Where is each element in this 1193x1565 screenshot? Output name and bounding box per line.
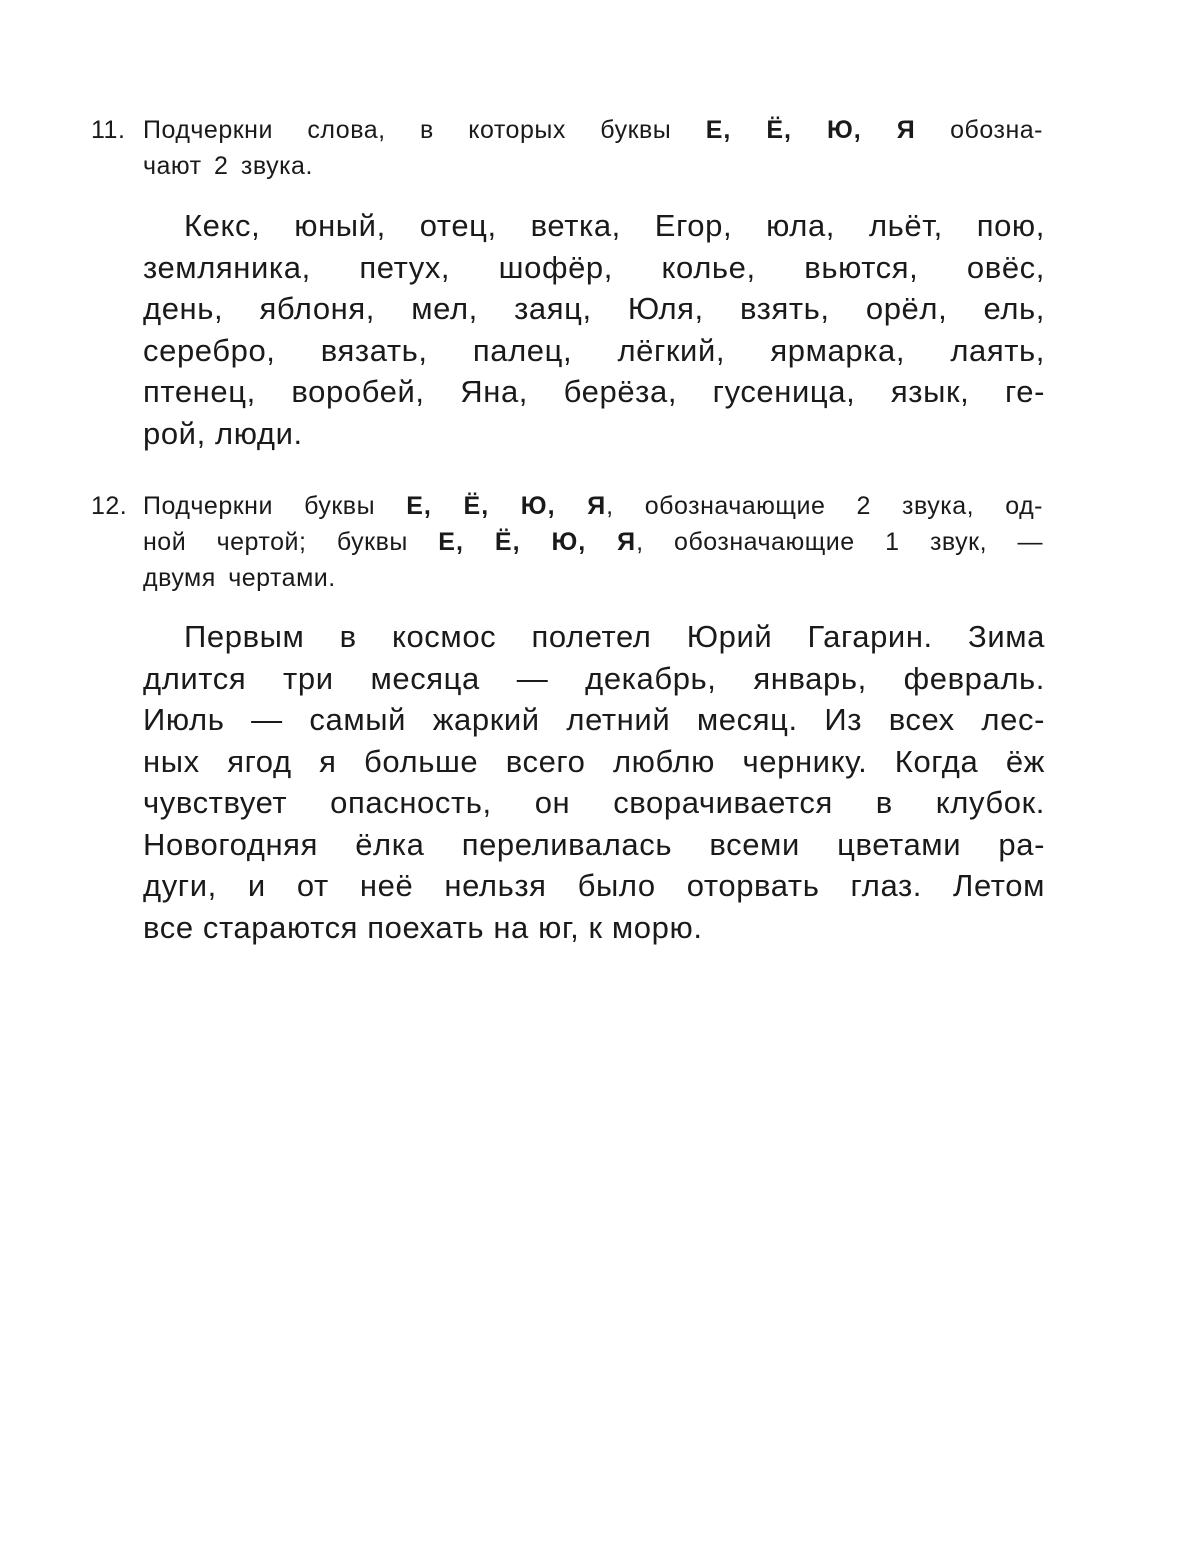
text-line: Кекс, юный, отец, ветка, Егор, юла, льёт, пою, [184,208,1045,243]
instruction-line [143,560,1043,596]
text-line: дуги, и от неё нельзя было оторвать глаз. Летом [143,868,1045,903]
text-line: длится три месяца — декабрь, январь, февраль. [143,660,1045,696]
instruction-letters: Е, Ё, Ю, Я [406,492,607,520]
text-line: Новогодняя ёлка переливалась всеми цветами ра- [143,826,1045,862]
exercise-instruction [143,488,1043,596]
instruction-letters: Е, Ё, Ю, Я [705,116,916,144]
text-line: Июль — самый жаркий летний месяц. Из всех лес- [143,702,1045,737]
instruction-text: Подчеркни буквы [143,492,407,520]
instruction-letters: Е, Ё, Ю, Я [438,528,637,556]
exercise-number: 11. [91,116,126,144]
exercise-passage [143,616,1045,948]
text-line: чувствует опасность, он сворачивается в клубок. [143,785,1045,820]
instruction-text: двумя чертами. [143,564,336,592]
text-line: птенец, воробей, Яна, берёза, гусеница, язык, ге- [143,374,1045,409]
text-line: земляника, петух, шофёр, колье, вьются, овёс, [143,249,1045,285]
text-line: день, яблоня, мел, заяц, Юля, взять, орёл, ель, [143,291,1045,326]
text-line: Первым в космос полетел Юрий Гагарин. Зима [184,619,1045,654]
instruction-text: чают 2 звука. [143,152,313,180]
text-line: ных ягод я больше всего люблю чернику. Когда ёж [143,743,1045,779]
instruction-line [143,148,1043,184]
text-line: все стараются поехать на юг, к морю. [143,909,703,945]
instruction-line [143,524,1043,560]
exercise-instruction [143,112,1043,184]
instruction-line [143,112,1043,148]
instruction-text: , обозначающие 1 звук, — [636,528,1044,556]
instruction-line [143,488,1043,524]
exercise-word-list [143,205,1045,454]
instruction-text: обозна- [915,116,1043,144]
text-line: рой, люди. [143,415,303,451]
instruction-text: Подчеркни слова, в которых буквы [143,116,706,144]
text-line: серебро, вязать, палец, лёгкий, ярмарка, лаять, [143,332,1045,368]
instruction-text: , обозначающие 2 звука, од- [606,492,1044,520]
instruction-text: ной чертой; буквы [143,528,439,556]
exercise-number: 12. [91,492,128,520]
